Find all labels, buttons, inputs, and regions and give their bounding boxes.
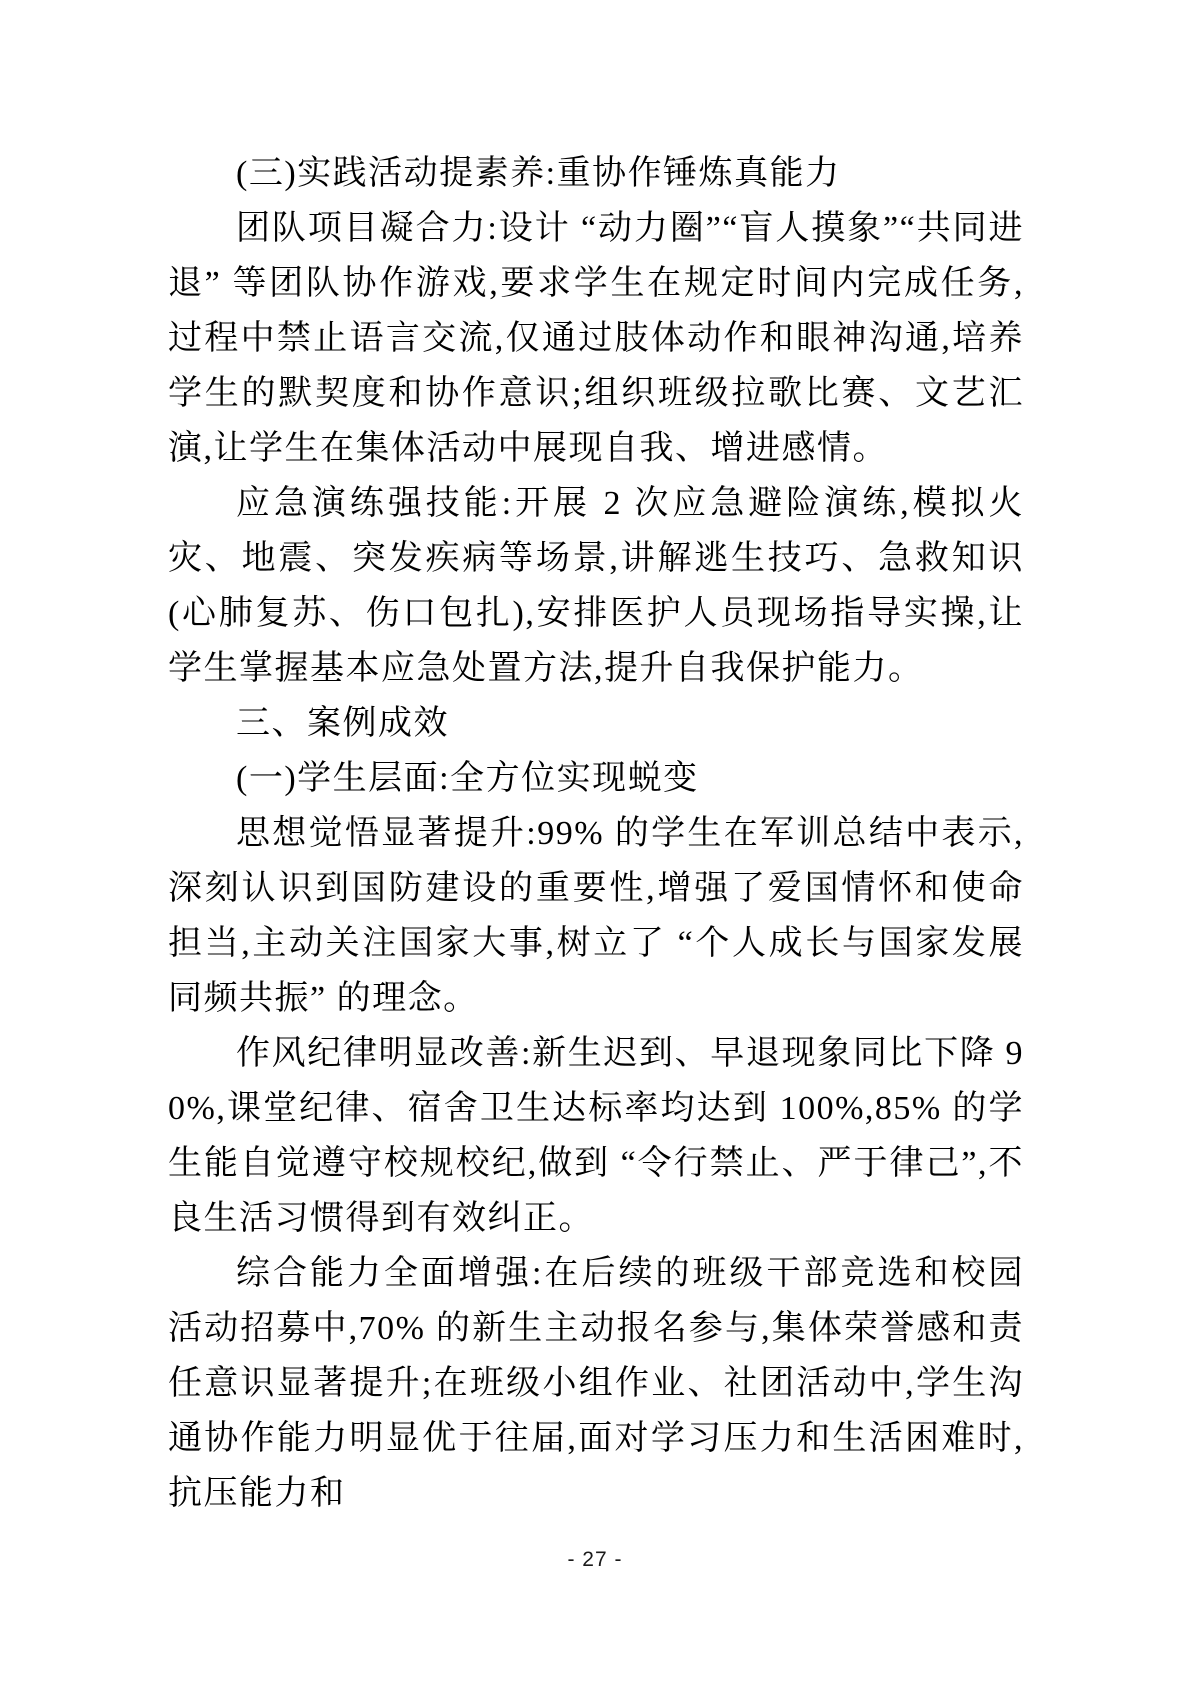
- paragraph-ideological-awareness: 思想觉悟显著提升:99% 的学生在军训总结中表示,深刻认识到国防建设的重要性,增强了爱国情怀和使命担当,主动关注国家大事,树立了 “个人成长与国家发展同频共振” 的理念。: [168, 815, 1024, 1017]
- section-heading-case-results: 三、案例成效: [236, 705, 449, 742]
- paragraph-team-project: 团队项目凝合力:设计 “动力圈”“盲人摸象”“共同进退” 等团队协作游戏,要求学生在规定时间内完成任务,过程中禁止语言交流,仅通过肢体动作和眼神沟通,培养学生的默契度和协作意识;组织班级拉歌比赛、文艺汇演,让学生在集体活动中展现自我、增进感情。: [168, 210, 1024, 467]
- section-subheading-practice-activities: (三)实践活动提素养:重协作锤炼真能力: [236, 155, 841, 192]
- paragraph-discipline-improvement: 作风纪律明显改善:新生迟到、早退现象同比下降 90%,课堂纪律、宿舍卫生达标率均达到 100%,85% 的学生能自觉遵守校规校纪,做到 “令行禁止、严于律己”,不良生活习惯得到有效纠正。: [168, 1035, 1024, 1237]
- page-footer: [0, 1548, 1190, 1572]
- page-number: - 27 -: [567, 1548, 623, 1571]
- page-body: [168, 146, 1024, 1521]
- section-subheading-student-level: (一)学生层面:全方位实现蜕变: [236, 760, 699, 797]
- paragraph-emergency-drill: 应急演练强技能:开展 2 次应急避险演练,模拟火灾、地震、突发疾病等场景,讲解逃生技巧、急救知识(心肺复苏、伤口包扎),安排医护人员现场指导实操,让学生掌握基本应急处置方法,提升自我保护能力。: [168, 485, 1024, 687]
- paragraph-comprehensive-ability: 综合能力全面增强:在后续的班级干部竞选和校园活动招募中,70% 的新生主动报名参与,集体荣誉感和责任意识显著提升;在班级小组作业、社团活动中,学生沟通协作能力明显优于往届,面对学习压力和生活困难时,抗压能力和: [168, 1255, 1024, 1512]
